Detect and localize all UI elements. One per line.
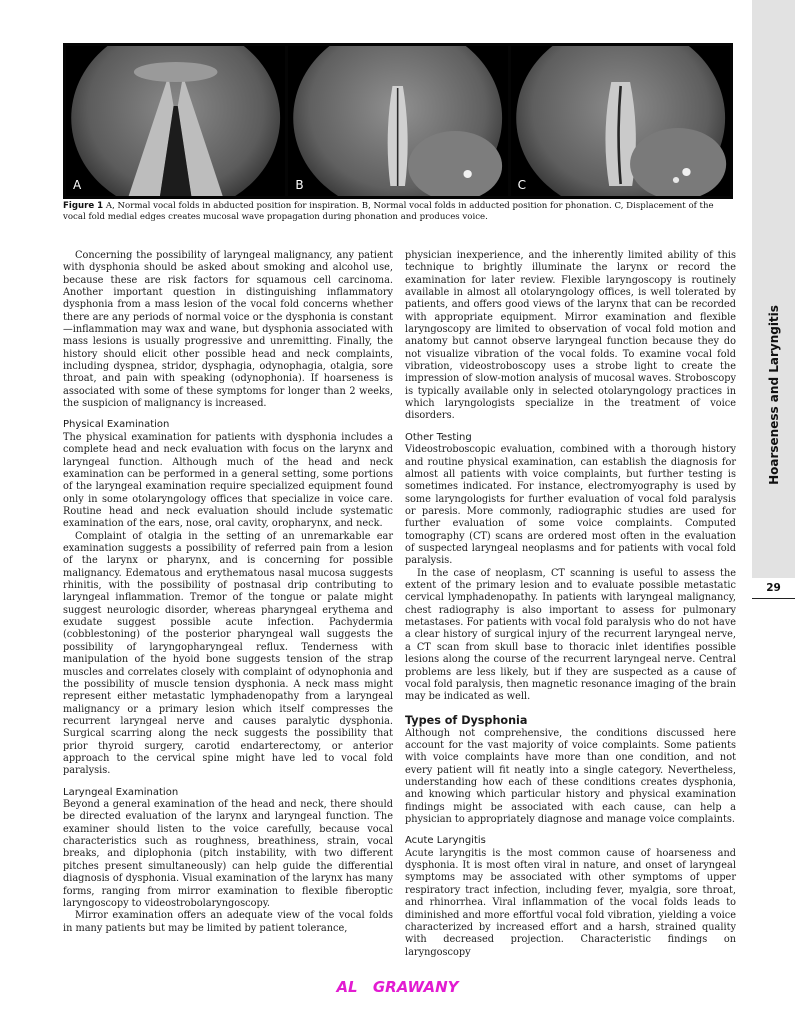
watermark-text: AL GRAWANY xyxy=(336,978,459,996)
right-text-column xyxy=(405,250,736,959)
laryngeal-exam-paragraph-2: Mirror examination offers an adequate view of the vocal folds in many patients but may be limited by patient tolerance, xyxy=(63,910,393,934)
other-testing-heading: Other Testing xyxy=(405,431,472,443)
larynx-photo-c xyxy=(511,46,730,196)
other-testing-paragraph-1: Videostroboscopic evaluation, combined with a thorough history and routine physical examination, can establish the diagnosis for almost all patients with voice complaints, but further testing is sometimes indicated. For instance, electromyography is used by some laryngologists for further evaluation of vocal fold paralysis or paresis. More commonly, radiographic studies are used for further evaluation of some voice complaints. Computed tomography (CT) scans are ordered most often in the evaluation of suspected laryngeal neoplasms and for patients with vocal fold paralysis. xyxy=(405,444,736,567)
types-of-dysphonia-paragraph: Although not comprehensive, the conditions discussed here account for the vast majority of voice complaints. Some patients with voice complaints have more than one condition, and not every patient will fit neatly into a single category. Nevertheless, understanding how each of these conditions creates dysphonia, and knowing which particular history and physical examination findings might be associated with each cause, can help a physician to appropriately diagnose and manage voice complaints. xyxy=(405,727,736,825)
figure-panel-b xyxy=(288,46,507,196)
laryngeal-exam-heading: Laryngeal Examination xyxy=(63,786,179,798)
figure-caption xyxy=(63,201,735,223)
panel-letter-c: C xyxy=(517,178,527,192)
physical-exam-paragraph-2: Complaint of otalgia in the setting of an unremarkable ear examination suggests a possibility of referred pain from a lesion of the larynx or pharynx, and is concerning for possible malignancy. Edematous and erythematous nasal mucosa suggests rhinitis, with the possibility of postnasal drip contributing to laryngeal inflammation. Tremor of the tongue or palate might suggest neurologic disorder, whereas pharyngeal erythema and exudate suggest possible acute infection. Pachydermia (cobblestoning) of the posterior pharyngeal wall suggests the possibility of laryngopharyngeal reflux. Tenderness with manipulation of the hyoid bone suggests tension of the strap muscles and correlates closely with complaint of odynophonia and the possibility of muscle tension dysphonia. A neck mass might represent either metastatic lymphadenopathy from a laryngeal malignancy or a primary lesion which itself compresses the recurrent laryngeal nerve and causes paralytic dysphonia. Surgical scarring along the neck suggests the possibility that prior thyroid surgery, carotid endarterectomy, or anterior approach to the cervical spine might have led to vocal fold paralysis. xyxy=(63,530,393,777)
figure-image-strip xyxy=(63,43,733,199)
acute-laryngitis-paragraph: Acute laryngitis is the most common cause of hoarseness and dysphonia. It is most often viral in nature, and onset of laryngeal symptoms may be associated with other symptoms of upper respiratory tract infection, including fever, myalgia, sore throat, and rhinorrhea. Viral inflammation of the vocal folds leads to diminished and more effortful vocal fold vibration, yielding a voice characterized by increased effort and a harsh, strained quality with decreased projection. Characteristic findings on laryngoscopy xyxy=(405,847,736,958)
continuation-paragraph: physician inexperience, and the inherently limited ability of this technique to brightly illuminate the larynx or record the examination for later review. Flexible laryngoscopy is routinely available in almost all otolaryngology offices, is well tolerated by patients, and offers good views of the larynx that can be recorded with appropriate equipment. Mirror examination and flexible laryngoscopy are limited to observation of vocal fold motion and anatomy but cannot observe laryngeal function because they do not visualize vibration of the vocal folds. To examine vocal fold vibration, videostroboscopy uses a strobe light to create the impression of slow-motion analysis of mucosal waves. Stroboscopy is typically available only in selected otolaryngology practices in which laryngologists specialize in the treatment of voice disorders. xyxy=(405,250,736,422)
figure-panel-c xyxy=(511,46,730,196)
other-testing-paragraph-2: In the case of neoplasm, CT scanning is useful to assess the extent of the primary lesion and to evaluate possible metastatic cervical lymphadenopathy. In patients with laryngeal malignancy, chest radiography is also important to assess for pulmonary metastases. For patients with vocal fold paralysis who do not have a clear history of surgical injury of the recurrent laryngeal nerve, a CT scan from skull base to thoracic inlet identifies possible lesions along the course of the recurrent laryngeal nerve. Central problems are less likely, but if they are suspected as a cause of vocal fold paralysis, then magnetic resonance imaging of the brain may be indicated as well. xyxy=(405,567,736,703)
chapter-title-text: Hoarseness and Laryngitis xyxy=(766,305,781,485)
page-number: 29 xyxy=(752,578,795,599)
figure-panel-a xyxy=(66,46,285,196)
panel-letter-a: A xyxy=(73,178,82,192)
chapter-side-title xyxy=(752,220,795,570)
caption-label: Figure 1 xyxy=(63,201,104,211)
caption-text: A, Normal vocal folds in abducted position for inspiration. B, Normal vocal folds in adducted position for phonation. C, Displacement of the vocal fold medial edges creates mucosal wave propagation during phonation and produces voice. xyxy=(63,201,714,222)
types-of-dysphonia-heading: Types of Dysphonia xyxy=(405,713,528,727)
left-text-column xyxy=(63,250,393,935)
panel-letter-b: B xyxy=(295,178,304,192)
physical-exam-heading: Physical Examination xyxy=(63,419,170,431)
acute-laryngitis-heading: Acute Laryngitis xyxy=(405,835,486,847)
larynx-photo-a xyxy=(66,46,285,196)
larynx-photo-b xyxy=(288,46,507,196)
intro-paragraph: Concerning the possibility of laryngeal malignancy, any patient with dysphonia should be asked about smoking and alcohol use, because these are risk factors for squamous cell carcinoma. Another important question in distinguishing inflammatory dysphonia from a mass lesion of the vocal fold concerns whether there are any periods of normal voice or the dysphonia is constant—inflammation may wax and wane, but dysphonia associated with mass lesions is usually progressive and unremitting. Finally, the history should elicit other possible head and neck complaints, including dyspnea, stridor, dysphagia, odynophagia, otalgia, sore throat, and pain with speaking (odynophonia). If hoarseness is associated with some of these symptoms for longer than 2 weeks, the suspicion of malignancy is increased. xyxy=(63,250,393,410)
physical-exam-paragraph-1: The physical examination for patients with dysphonia includes a complete head and neck evaluation with focus on the larynx and laryngeal function. Although much of the head and neck examination can be performed in a general setting, some portions of the laryngeal examination require specialized equipment found only in some otolaryngology offices that specialize in voice care. Routine head and neck evaluation should include systematic examination of the ears, nose, oral cavity, oropharynx, and neck. xyxy=(63,431,393,530)
laryngeal-exam-paragraph-1: Beyond a general examination of the head and neck, there should be directed evaluation of the larynx and laryngeal function. The examiner should listen to the voice carefully, because vocal characteristics such as roughness, breathiness, strain, vocal breaks, and diplophonia (pitch instability, with two different pitches present simultaneously) can help guide the differential diagnosis of dysphonia. Visual examination of the larynx has many forms, ranging from mirror examination to flexible fiberoptic laryngoscopy to videostrobolaryngoscopy. xyxy=(63,799,393,909)
